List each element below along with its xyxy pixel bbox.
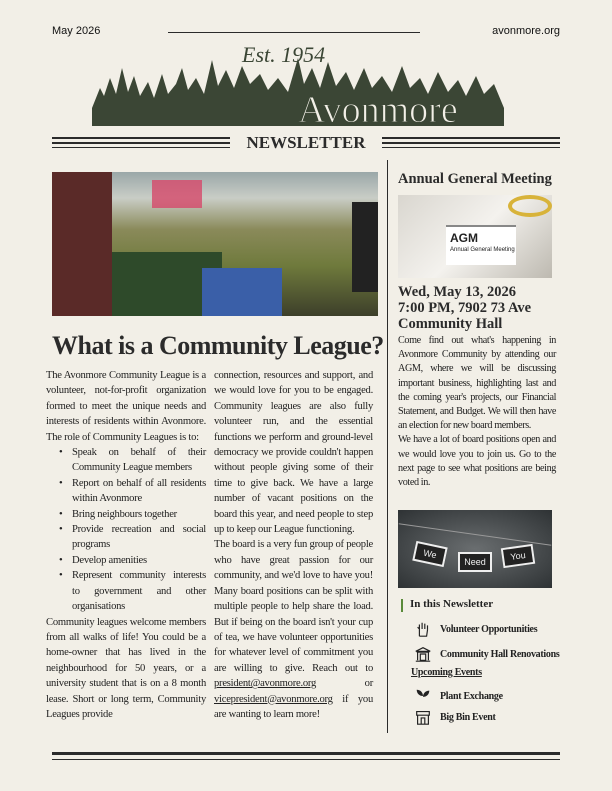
agm-date: Wed, May 13, 2026 [398,284,517,300]
list-item: • Bring neighbours together [72,507,206,522]
logo-est: Est. 1954 [242,42,326,67]
sign-need: Need [458,552,492,572]
section-title: NEWSLETTER [230,133,382,153]
toc-item-label: Volunteer Opportunities [440,623,538,635]
toc-item-plant-exchange[interactable] [414,687,503,705]
roles-list [46,445,206,614]
article-column-1 [46,368,206,722]
paragraph: Come find out what's happening in Avonmore Community by attending our AGM, where we will be discussing important business, highlighting last and the coming year's projects, our Financial Statement, and Budget. We will then have an election for new board members. [398,335,556,432]
or-text: or [364,678,373,690]
list-item: • Develop amenities [72,553,206,568]
list-item: • Speak on behalf of their Community League members [72,445,206,476]
toc-item-big-bin[interactable] [414,708,496,726]
footer-divider [52,759,560,760]
divider [52,147,230,148]
toc-heading: In this Newsletter [410,598,494,610]
sign-you: You [501,544,535,568]
list-item: • Provide recreation and social programs [72,522,206,553]
agm-image [398,195,552,278]
divider [382,142,560,144]
article-title: What is a Community League? [52,331,384,360]
logo [92,38,504,126]
accent-bar [401,599,403,612]
paragraph [214,537,373,722]
storefront-icon [414,708,432,726]
column-divider [387,160,388,733]
toc-item-label: Plant Exchange [440,690,503,702]
paragraph: connection, resources and support, and we would love for you to be engaged. Community leagues are also fully volunteer run, and the essential functions we perform and ground-level democracy we provide couldn't happen without people giving some of their time to give back. We have a large number of vacant positions on the board this year, and need people to step up to keep our League functioning. [214,370,373,536]
divider [382,147,560,148]
logo-name: Avonmore [298,89,458,126]
paragraph: We have a lot of board positions open and we would love you to join us. Go to the next page to see what positions are being voted in. [398,434,556,489]
toc-item-hall[interactable] [414,645,559,663]
agm-time-place: 7:00 PM, 7902 73 Ave [398,300,532,316]
vicepresident-email-link[interactable]: vicepresident@avonmore.org [214,693,333,705]
agm-image-sublabel: Annual General Meeting [450,247,515,253]
website: avonmore.org [492,25,560,37]
upcoming-events-link[interactable]: Upcoming Events [411,667,482,678]
toc-item-label: Big Bin Event [440,711,496,723]
divider [168,32,420,33]
president-email-link[interactable]: president@avonmore.org [214,678,317,690]
list-item: • Report on behalf of all residents within Avonmore [72,476,206,507]
sprout-icon [414,687,432,705]
paragraph-text: if you are wanting to learn more! [214,693,373,720]
we-need-you-image [398,510,552,588]
agm-text [398,334,556,490]
footer-divider [52,752,560,755]
intro-text: The Avonmore Community League is a volunteer, not-for-profit organization formed to meet the unique needs and interests of residents within Avonmore. The role of Community Leagues is to: [46,370,206,443]
agm-heading: Annual General Meeting [398,171,552,187]
building-icon [414,645,432,663]
article-column-2 [214,368,373,722]
agm-image-label: AGM [450,231,478,245]
raised-hand-icon [414,620,432,638]
list-item: • Represent community interests to government and other organisations [72,568,206,614]
toc-item-volunteer[interactable] [414,620,537,638]
paragraph-text: The board is a very fun group of people who have great passion for our community, and we'd love to have you! Many board positions can be split with multiple people to help share the load. But if being on the board isn't your cup of tea, we have volunteer opportunities for whatever level of commitment you are willing to give. Reach out to [214,539,373,674]
divider [52,142,230,144]
sign-we: We [412,541,447,567]
paragraph: Community leagues welcome members from all walks of life! You could be a home-owner that has lived in the neighbourhood for 50 years, or a university student that is on a 8 month lease. Short or long term, Community Leagues provide [46,616,206,720]
agm-details [398,284,531,332]
community-event-photo [52,172,378,316]
toc-item-label: Community Hall Renovations [440,648,560,660]
issue-date: May 2026 [52,25,101,37]
agm-venue: Community Hall [398,316,503,332]
